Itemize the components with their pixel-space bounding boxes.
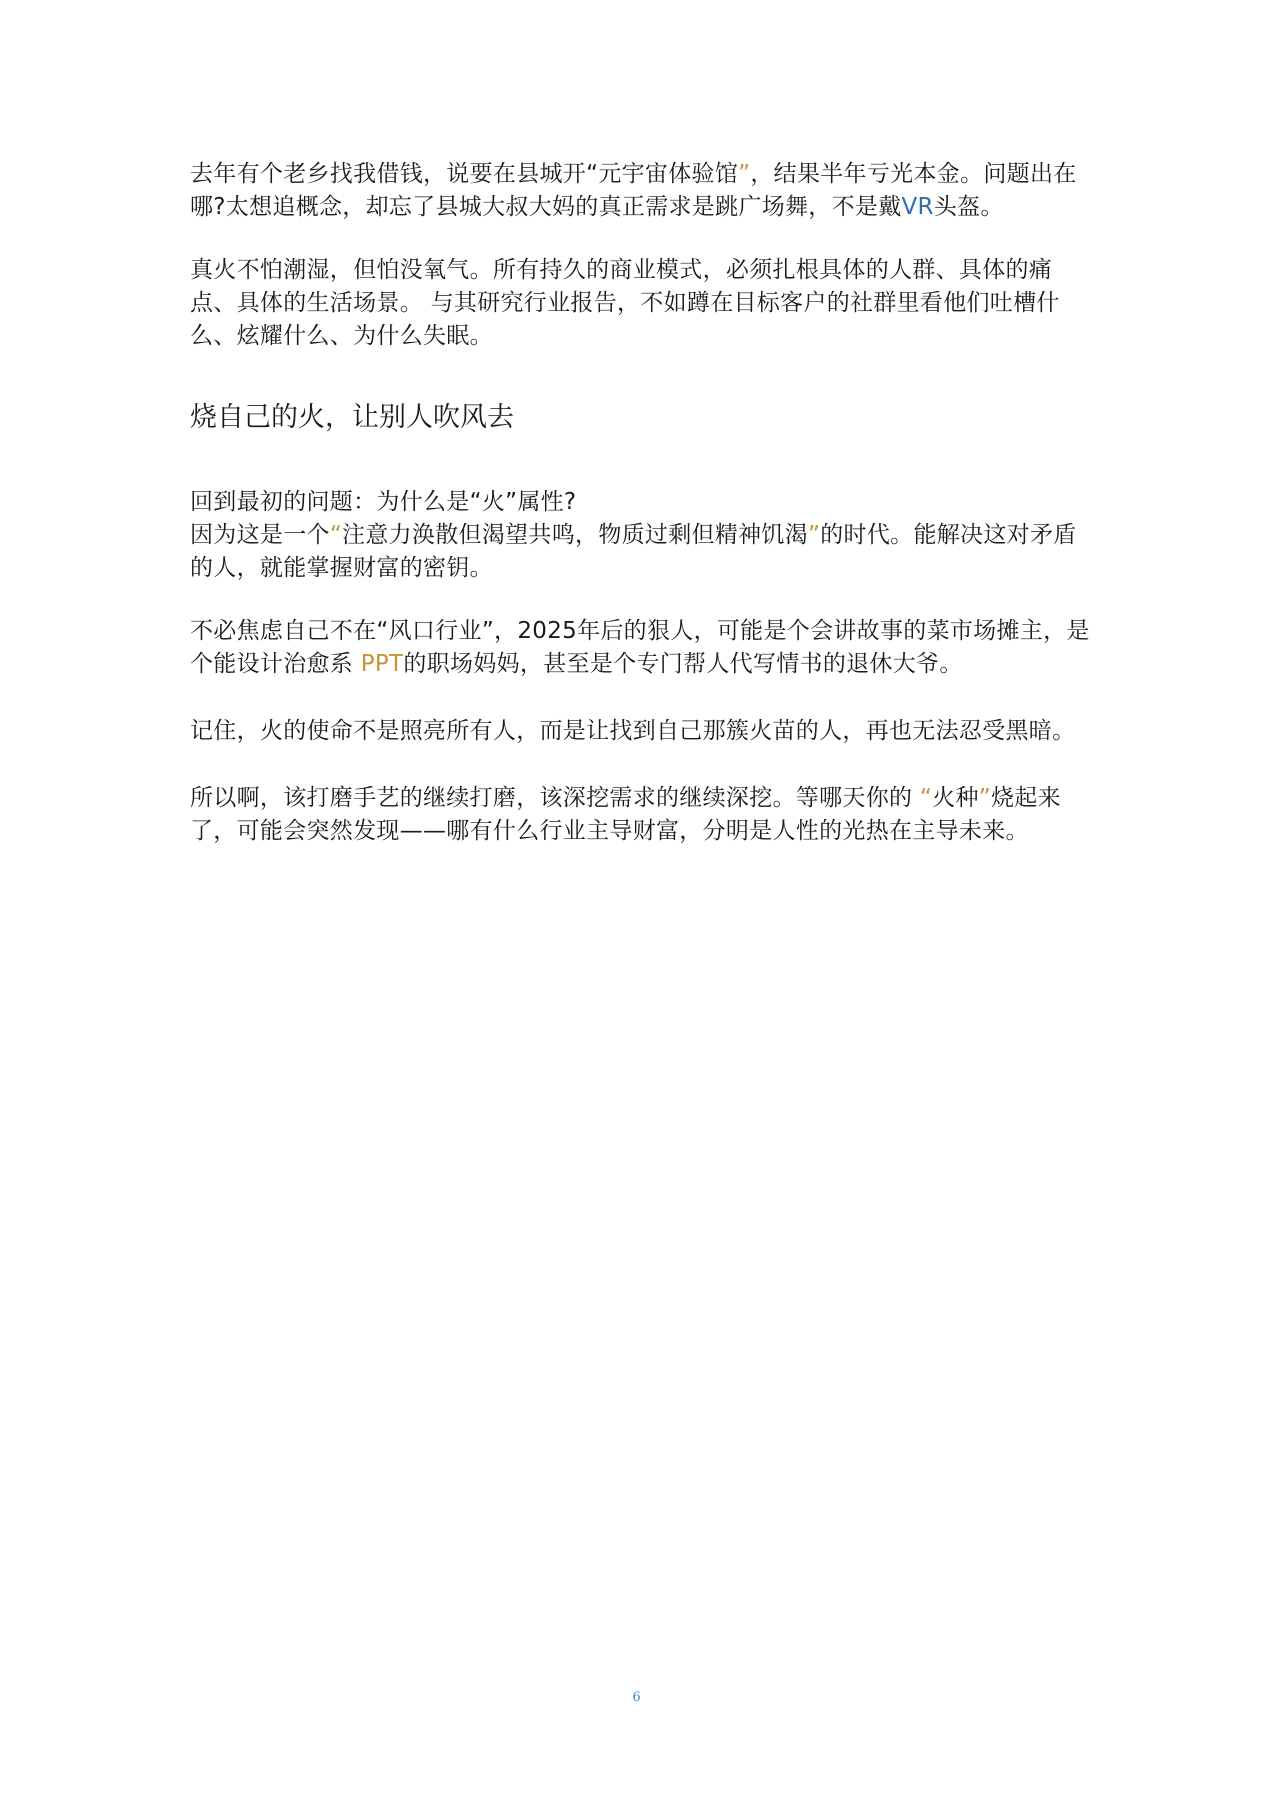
ppt-term: PPT <box>360 651 404 677</box>
text-segment: 的时代。能解决这对矛盾的人，就能掌握财富的密钥。 <box>190 522 1077 581</box>
quoted-phrase: 注意力涣散但渴望共鸣，物质过剩但精神饥渴 <box>342 522 809 548</box>
text-segment: 所以啊，该打磨手艺的继续打磨，该深挖需求的继续深挖。等哪天你的 <box>190 785 920 811</box>
paragraph-real-fire: 真火不怕潮湿，但怕没氧气。所有持久的商业模式，必须扎根具体的人群、具体的痛点、具体的生活场景。 与其研究行业报告，不如蹲在目标客户的社群里看他们吐槽什么、炫耀什么、为什么失眠。 <box>190 257 1060 349</box>
text-segment: 因为这是一个 <box>190 522 330 548</box>
text-segment: 不必焦虑自己不在“风口行业”，2025年后的狠人，可能是个会讲故事的菜市场摊主，是个能设计治愈系 <box>190 618 1090 677</box>
quote-mark: ” <box>738 161 751 187</box>
paragraph-no-anxiety <box>190 615 1090 681</box>
vr-term: VR <box>901 194 934 220</box>
document-body <box>190 158 1090 848</box>
quote-mark: ” <box>978 785 991 811</box>
quote-mark: ” <box>808 522 821 548</box>
text-segment: 去年有个老乡找我借钱，说要在县城开“元宇宙体验馆 <box>190 161 739 187</box>
paragraph-original-question <box>190 486 1090 585</box>
text-segment: ，结果半年亏光本金。问题出在哪?太想追概念，却忘了县城大叔大妈的真正需求是跳广场舞，不是戴 <box>190 161 1077 220</box>
paragraph-metaverse-story <box>190 158 1090 224</box>
quote-mark: “ <box>919 785 933 811</box>
question-line: 回到最初的问题：为什么是“火”属性? <box>190 489 577 515</box>
quote-mark: “ <box>329 522 343 548</box>
quoted-phrase: 火种 <box>932 785 979 811</box>
section-heading: 烧自己的火，让别人吹风去 <box>190 402 514 433</box>
paragraph-conclusion <box>190 782 1090 848</box>
page-number: 6 <box>632 1690 641 1705</box>
text-segment: 烧起来了，可能会突然发现——哪有什么行业主导财富，分明是人性的光热在主导未来。 <box>190 785 1061 844</box>
text-segment: 的职场妈妈，甚至是个专门帮人代写情书的退休大爷。 <box>403 651 963 677</box>
paragraph-mission-of-fire: 记住，火的使命不是照亮所有人，而是让找到自己那簇火苗的人，再也无法忍受黑暗。 <box>190 718 1076 744</box>
text-segment: 头盔。 <box>933 194 1004 220</box>
